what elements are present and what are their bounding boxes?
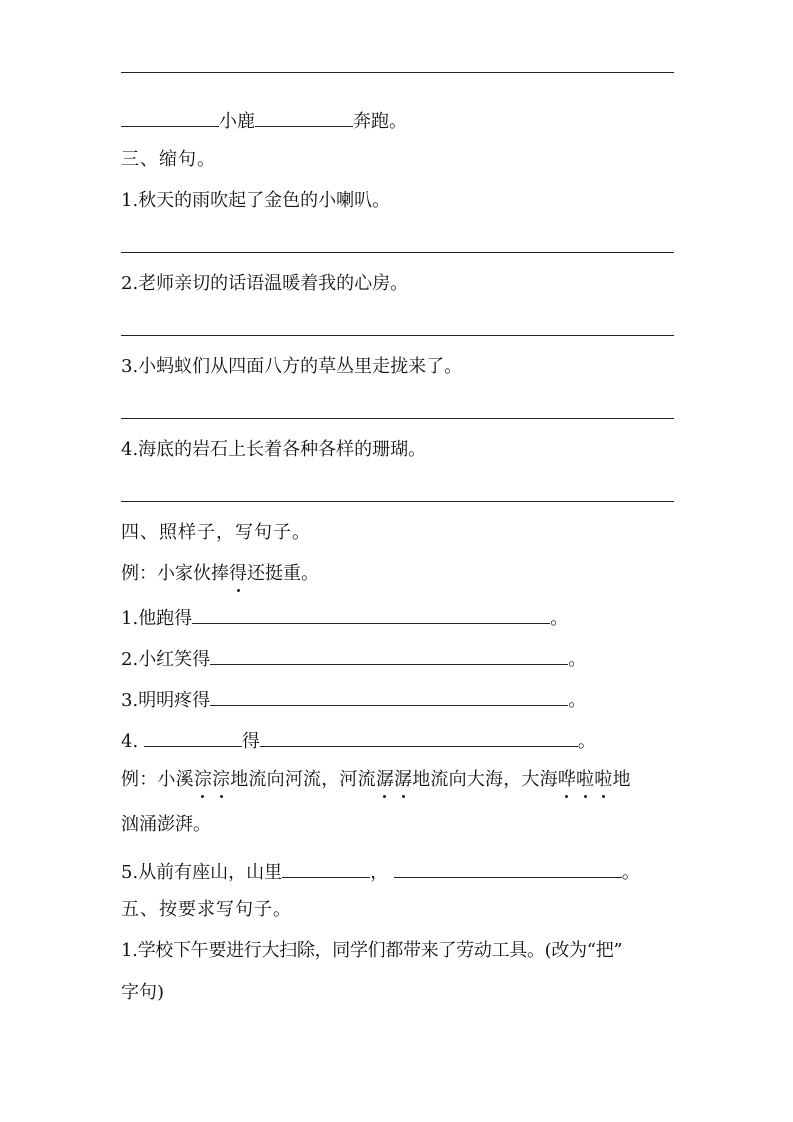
- emphasis-char: 潺: [394, 769, 413, 790]
- example-text: 地流向河流，河流: [230, 769, 376, 790]
- blank-field[interactable]: [144, 726, 242, 747]
- answer-line[interactable]: [121, 335, 674, 336]
- section-4-item-1: [121, 603, 568, 627]
- example-2: [121, 768, 631, 792]
- section-4-title: 四、照样子，写句子。: [121, 522, 311, 543]
- section-5-item-1-cont: 字句): [121, 982, 165, 1003]
- example-1: [121, 562, 319, 586]
- blank-field[interactable]: [210, 644, 568, 665]
- blank-field[interactable]: [282, 857, 370, 878]
- example-text: 还挺重。: [247, 563, 319, 584]
- section-5-item-1: 1.学校下午要进行大扫除，同学们都带来了劳动工具。(改为“把”: [121, 940, 623, 961]
- blank-field[interactable]: [121, 106, 219, 127]
- section-3-title: 三、缩句。: [121, 149, 216, 170]
- emphasis-char: 淙: [193, 769, 213, 790]
- item-number: 3.: [121, 690, 139, 711]
- section-3-item-2: 2.老师亲切的话语温暖着我的心房。: [121, 273, 409, 294]
- blank-field[interactable]: [192, 603, 550, 624]
- section-5-title: 五、按要求写句子。: [121, 899, 292, 920]
- item-text: 小红笑得: [138, 649, 211, 670]
- emphasis-word: [376, 769, 412, 790]
- example-text: 例：小家伙捧: [121, 563, 229, 584]
- item-text: 明明疼得: [138, 690, 211, 711]
- item-number: 4.: [121, 731, 139, 752]
- period: 。: [568, 649, 587, 670]
- comma: ，: [370, 862, 389, 883]
- word-deer: 小鹿: [219, 111, 255, 132]
- emphasis-char: 得: [229, 563, 247, 584]
- blank-field[interactable]: [255, 106, 353, 127]
- section-3-item-1: 1.秋天的雨吹起了金色的小喇叭。: [121, 190, 391, 211]
- section-4-item-3: [121, 685, 586, 709]
- section-4-item-2: [121, 644, 586, 668]
- period: 。: [577, 731, 596, 752]
- answer-line[interactable]: [121, 501, 674, 502]
- emphasis-char: 哗: [557, 769, 577, 790]
- period: 。: [550, 608, 569, 629]
- item-number: 5.: [121, 862, 139, 883]
- emphasis-char: 啦: [576, 769, 595, 790]
- emphasis-char: 啦: [594, 769, 613, 790]
- emphasis-char: 潺: [375, 769, 395, 790]
- section-3-item-3: 3.小蚂蚁们从四面八方的草丛里走拢来了。: [121, 356, 463, 377]
- answer-line[interactable]: [121, 72, 674, 73]
- example-text: 地: [612, 769, 631, 790]
- emphasis-word: [194, 769, 230, 790]
- example-text: 例：小溪: [121, 769, 194, 790]
- section-4-item-5: [121, 857, 640, 881]
- emphasis-word: [558, 769, 613, 790]
- answer-line[interactable]: [121, 418, 674, 419]
- example-text: 地流向大海，大海: [412, 769, 558, 790]
- item-text: 他跑得: [138, 608, 193, 629]
- blank-field[interactable]: [394, 857, 622, 878]
- section-4-item-4: [121, 726, 596, 750]
- section-3-item-4: 4.海底的岩石上长着各种各样的珊瑚。: [121, 439, 427, 460]
- fill-blank-sentence: [121, 106, 407, 130]
- period: 。: [568, 690, 587, 711]
- period: 。: [621, 862, 640, 883]
- item-number: 2.: [121, 649, 139, 670]
- blank-field[interactable]: [210, 685, 568, 706]
- word-run: 奔跑。: [353, 111, 407, 132]
- item-text: 得: [241, 731, 260, 752]
- item-text: 从前有座山，山里: [138, 862, 283, 883]
- emphasis-char: 淙: [212, 769, 231, 790]
- answer-line[interactable]: [121, 252, 674, 253]
- item-number: 1.: [121, 608, 139, 629]
- example-2-line-2: 汹涌澎湃。: [121, 814, 211, 835]
- blank-field[interactable]: [260, 726, 578, 747]
